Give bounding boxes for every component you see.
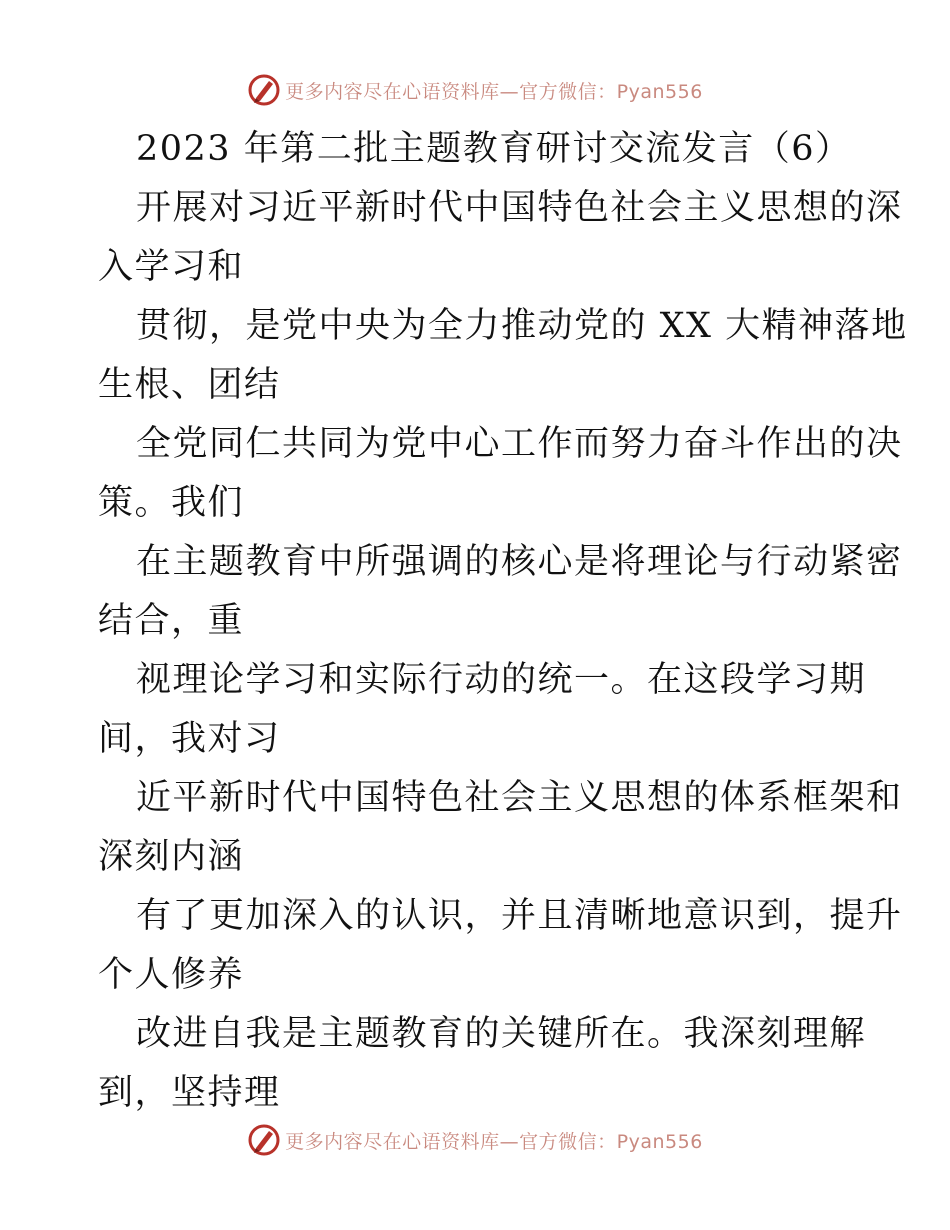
pen-logo-icon [247, 73, 281, 107]
body-line: 贯彻，是党中央为全力推动党的 XX 大精神落地 [136, 306, 908, 346]
body-line: 间，我对习 [98, 719, 281, 759]
pen-logo-icon [247, 1123, 281, 1157]
body-line: 深刻内涵 [98, 837, 245, 877]
body-line: 入学习和 [98, 247, 245, 287]
body-line: 改进自我是主题教育的关键所在。我深刻理解 [136, 1014, 867, 1054]
body-line: 在主题教育中所强调的核心是将理论与行动紧密 [136, 542, 903, 582]
body-line: 到，坚持理 [98, 1073, 281, 1113]
body-line: 生根、团结 [98, 365, 281, 405]
body-line: 全党同仁共同为党中心工作而努力奋斗作出的决 [136, 424, 903, 464]
footer-banner-text: 更多内容尽在心语资料库—官方微信：Pyan556 [285, 1130, 703, 1153]
body-line: 个人修养 [98, 955, 245, 995]
document-body [98, 120, 908, 1123]
body-line: 视理论学习和实际行动的统一。在这段学习期 [136, 660, 867, 700]
header-banner-text: 更多内容尽在心语资料库—官方微信：Pyan556 [285, 80, 703, 103]
body-line: 近平新时代中国特色社会主义思想的体系框架和 [136, 778, 903, 818]
body-line: 策。我们 [98, 483, 245, 523]
document-title: 2023 年第二批主题教育研讨交流发言（6） [136, 129, 852, 169]
footer-banner [0, 1120, 950, 1160]
header-banner [0, 70, 950, 110]
body-line: 结合，重 [98, 601, 245, 641]
body-line: 有了更加深入的认识，并且清晰地意识到，提升 [136, 896, 903, 936]
body-line: 开展对习近平新时代中国特色社会主义思想的深 [136, 188, 903, 228]
